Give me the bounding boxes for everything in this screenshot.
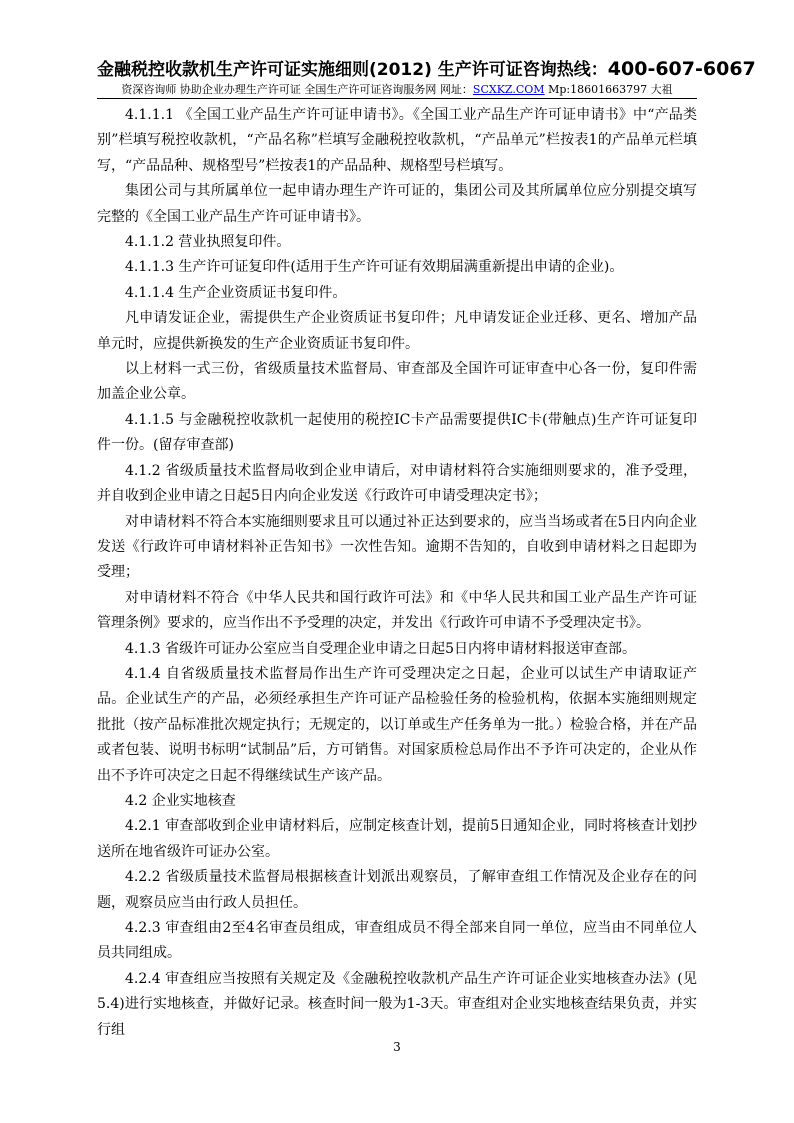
paragraph: 对申请材料不符合本实施细则要求且可以通过补正达到要求的，应当当场或者在5日内向企业发送《行政许可申请材料补正告知书》一次性告知。逾期不告知的，自收到申请材料之日起即为受理； [97, 513, 697, 581]
page-header [97, 55, 756, 99]
section-heading: 4.2 企业实地核查 [125, 792, 236, 809]
paragraph: 凡申请发证企业，需提供生产企业资质证书复印件；凡申请发证企业迁移、更名、增加产品单元时，应提供新换发的生产企业资质证书复印件。 [97, 310, 697, 352]
paragraph: 对申请材料不符合《中华人民共和国行政许可法》和《中华人民共和国工业产品生产许可证管理条例》要求的，应当作出不予受理的决定，并发出《行政许可申请不予受理决定书》。 [97, 589, 697, 632]
paragraph: 4.1.1.1 《全国工业产品生产许可证申请书》。《全国工业产品生产许可证申请书》中“产品类别”栏填写税控收款机，“产品名称”栏填写金融税控收款机，“产品单元”栏按表1的产品单元栏填写，“产品品种、规格型号”栏按表1的产品品种、规格型号栏填写。 [97, 107, 697, 174]
paragraph: 4.1.3 省级许可证办公室应当自受理企业申请之日起5日内将申请材料报送审查部。 [125, 640, 636, 657]
paragraph: 4.1.1.2 营业执照复印件。 [125, 234, 291, 251]
paragraph: 4.1.1.3 生产许可证复印件(适用于生产许可证有效期届满重新提出申请的企业)。 [125, 259, 624, 276]
header-subtitle: 资深咨询师 协助企业办理生产许可证 全国生产许可证咨询服务网 网址： [121, 83, 473, 96]
header-title: 金融税控收款机生产许可证实施细则(2012) 生产许可证咨询热线： [97, 60, 608, 80]
header-hotline: 400-607-6067 [607, 58, 756, 80]
header-title-line [97, 55, 756, 84]
paragraph: 4.1.1.5 与金融税控收款机一起使用的税控IC卡产品需要提供IC卡(带触点)生产许可证复印件一份。(留存审查部) [97, 411, 697, 454]
paragraph: 4.2.3 审查组由2至4名审查员组成，审查组成员不得全部来自同一单位，应当由不同单位人员共同组成。 [97, 920, 697, 962]
paragraph: 4.2.2 省级质量技术监督局根据核查计划派出观察员，了解审查组工作情况及企业存在的问题，观察员应当由行政人员担任。 [97, 869, 697, 911]
paragraph: 以上材料一式三份，省级质量技术监督局、审查部及全国许可证审查中心各一份，复印件需加盖企业公章。 [97, 361, 697, 403]
paragraph: 集团公司与其所属单位一起申请办理生产许可证的，集团公司及其所属单位应分别提交填写完整的《全国工业产品生产许可证申请书》。 [97, 183, 697, 225]
header-divider [97, 98, 697, 99]
paragraph: 4.1.4 自省级质量技术监督局作出生产许可受理决定之日起，企业可以试生产申请取证产品。企业试生产的产品，必须经承担生产许可证产品检验任务的检验机构，依据本实施细则规定批批（按产品标准批次规定执行；无规定的，以订单或生产任务单为一批。）检验合格，并在产品或者包装、说明书标明“试制品”后，方可销售。对国家质检总局作出不予许可决定的，企业从作出不予许可决定之日起不得继续试生产该产品。 [97, 665, 697, 784]
document-body [97, 103, 697, 1043]
header-site-link[interactable]: SCXKZ.COM [472, 83, 545, 96]
paragraph: 4.1.2 省级质量技术监督局收到企业申请后，对申请材料符合实施细则要求的，准予受理，并自收到企业申请之日起5日内向企业发送《行政许可申请受理决定书》； [97, 462, 697, 505]
paragraph: 4.1.1.4 生产企业资质证书复印件。 [125, 284, 347, 301]
page-number: 3 [393, 1040, 401, 1054]
paragraph: 4.2.1 审查部收到企业申请材料后，应制定核查计划，提前5日通知企业，同时将核查计划抄送所在地省级许可证办公室。 [97, 818, 697, 860]
header-contact: Mp:18601663797 大祖 [544, 83, 673, 96]
paragraph: 4.2.4 审查组应当按照有关规定及《金融税控收款机产品生产许可证企业实地核查办法》(见5.4)进行实地核查，并做好记录。核查时间一般为1-3天。审查组对企业实地核查结果负责，并实行组 [97, 970, 697, 1038]
header-subtitle-line [97, 83, 697, 97]
